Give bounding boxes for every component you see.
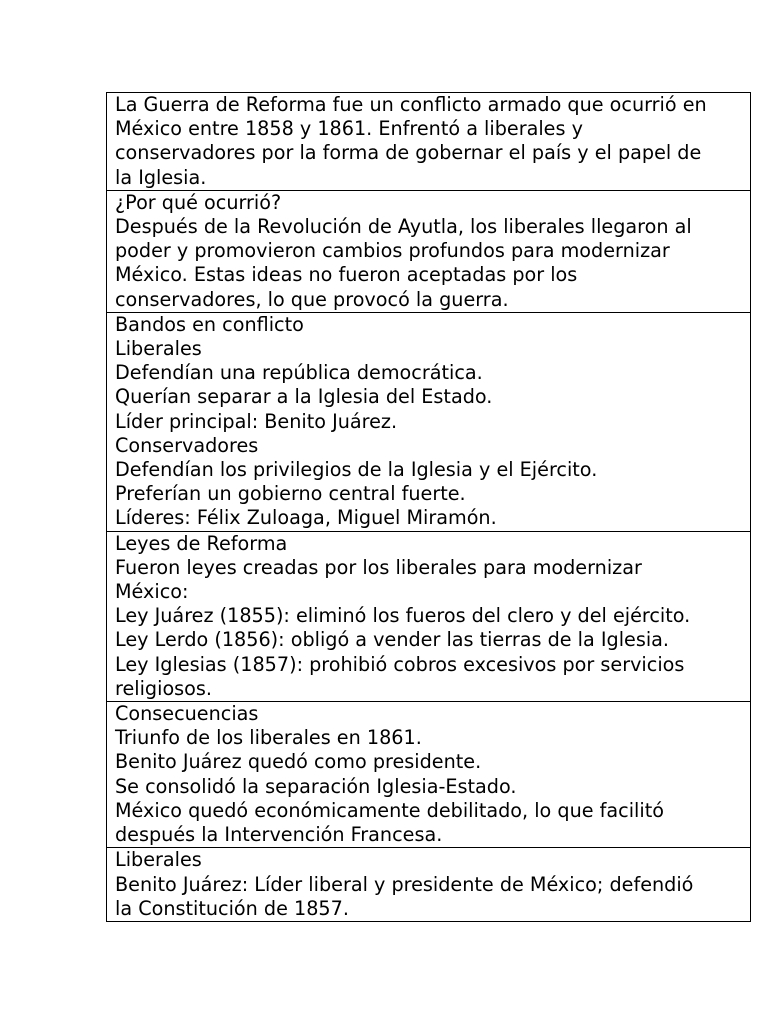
text-line: Preferían un gobierno central fuerte. <box>115 482 466 506</box>
text-line: Líder principal: Benito Juárez. <box>115 409 398 433</box>
section-heading: Bandos en conflicto <box>115 312 304 336</box>
table-row <box>107 531 751 701</box>
text-line: conservadores por la forma de gobernar el país y el papel de <box>115 141 702 165</box>
text-line: México quedó económicamente debilitado, lo que facilitó <box>115 798 664 822</box>
intro-cell <box>107 93 751 191</box>
text-line: México: <box>115 580 189 604</box>
text-line: poder y promovieron cambios profundos para modernizar <box>115 239 670 263</box>
table-row <box>107 312 751 531</box>
laws-cell <box>107 531 751 701</box>
text-line: Defendían una república democrática. <box>115 361 483 385</box>
text-line: Ley Juárez (1855): eliminó los fueros del clero y del ejército. <box>115 604 691 628</box>
text-line: la Iglesia. <box>115 165 207 189</box>
text-line: Querían separar a la Iglesia del Estado. <box>115 385 493 409</box>
text-line: La Guerra de Reforma fue un conflicto armado que ocurrió en <box>115 93 707 116</box>
text-line: la Constitución de 1857. <box>115 896 349 920</box>
subheading: Conservadores <box>115 433 259 457</box>
text-line: Después de la Revolución de Ayutla, los liberales llegaron al <box>115 215 692 239</box>
text-line: Triunfo de los liberales en 1861. <box>115 726 422 750</box>
section-heading: Consecuencias <box>115 702 259 726</box>
text-line: Benito Juárez: Líder liberal y presidente de México; defendió <box>115 872 694 896</box>
causes-cell <box>107 190 751 312</box>
text-line: Líderes: Félix Zuloaga, Miguel Miramón. <box>115 506 497 530</box>
section-heading: ¿Por qué ocurrió? <box>115 190 282 214</box>
text-line: Fueron leyes creadas por los liberales para modernizar <box>115 555 642 579</box>
table-row <box>107 93 751 191</box>
text-line: Defendían los privilegios de la Iglesia y el Ejército. <box>115 458 598 482</box>
text-line: Ley Iglesias (1857): prohibió cobros excesivos por servicios <box>115 652 685 676</box>
text-line: Ley Lerdo (1856): obligó a vender las tierras de la Iglesia. <box>115 628 670 652</box>
text-line: religiosos. <box>115 676 213 700</box>
text-line: conservadores, lo que provocó la guerra. <box>115 287 509 311</box>
table-row <box>107 702 751 848</box>
consequences-cell <box>107 702 751 848</box>
text-line: Benito Juárez quedó como presidente. <box>115 750 482 774</box>
table-row <box>107 848 751 922</box>
text-line: después la Intervención Francesa. <box>115 823 443 847</box>
subheading: Liberales <box>115 337 202 361</box>
factions-cell <box>107 312 751 531</box>
text-line: Se consolidó la separación Iglesia-Estado. <box>115 774 517 798</box>
text-line: México entre 1858 y 1861. Enfrentó a liberales y <box>115 117 583 141</box>
section-heading: Leyes de Reforma <box>115 531 288 555</box>
text-line: México. Estas ideas no fueron aceptadas por los <box>115 263 578 287</box>
liberals-cell <box>107 848 751 922</box>
document-table <box>106 92 751 922</box>
section-heading: Liberales <box>115 848 202 872</box>
table-row <box>107 190 751 312</box>
